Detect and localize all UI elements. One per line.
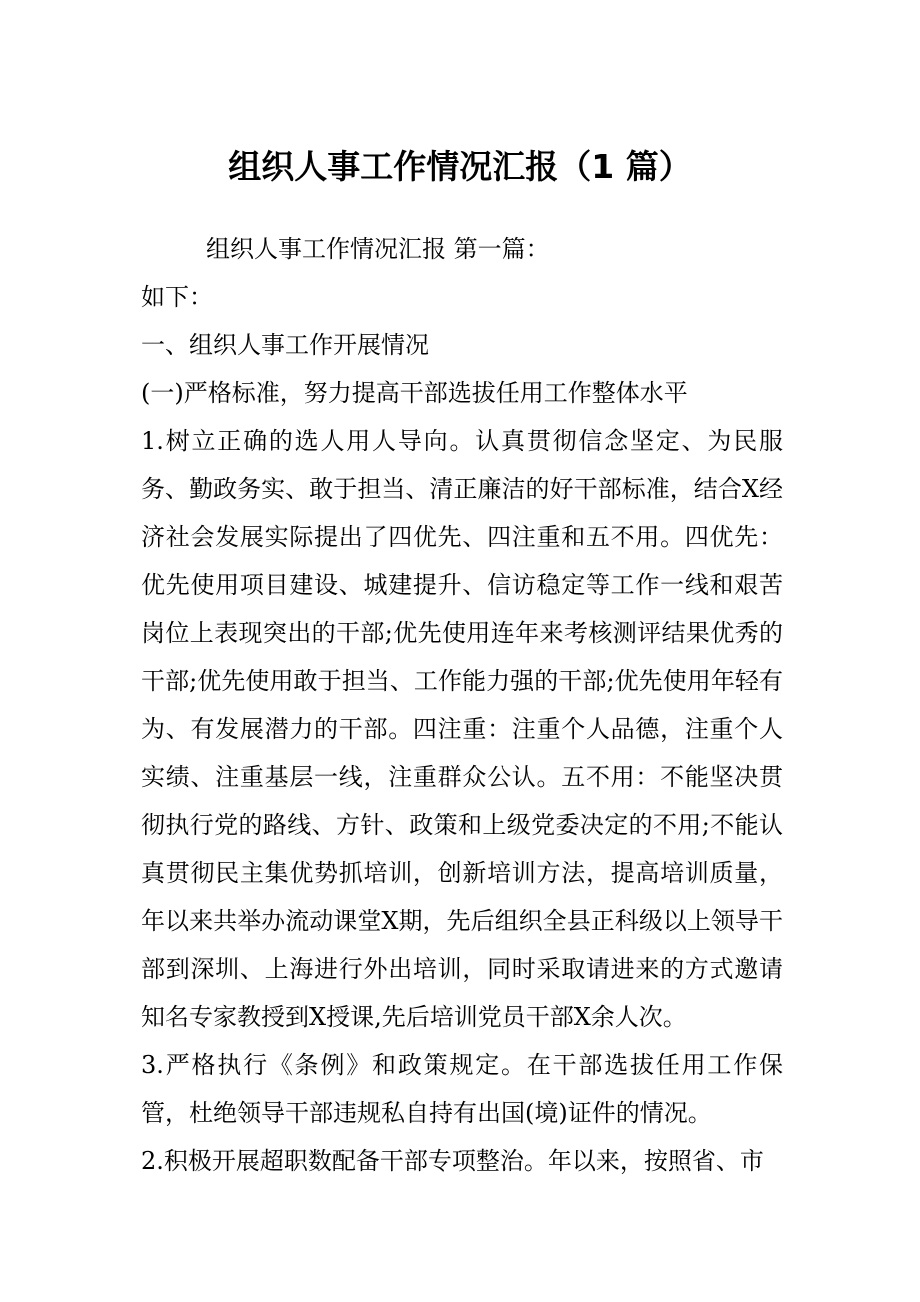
document-body (141, 225, 783, 1185)
document-title: 组织人事工作情况汇报（1 篇） (228, 147, 692, 186)
section-heading: 一、组织人事工作开展情况 (141, 331, 429, 359)
intro-paragraph: 组织人事工作情况汇报 第一篇： (206, 235, 550, 263)
paragraph: 1.树立正确的选人用人导向。认真贯彻信念坚定、为民服务、勤政务实、敢于担当、清正廉洁的好干部标准，结合X经济社会发展实际提出了四优先、四注重和五不用。四优先：优先使用项目建设、城建提升、信访稳定等工作一线和艰苦岗位上表现突出的干部;优先使用连年来考核测评结果优秀的干部;优先使用敢于担当、工作能力强的干部;优先使用年轻有为、有发展潜力的干部。四注重：注重个人品德，注重个人实绩、注重基层一线，注重群众公认。五不用：不能坚决贯彻执行党的路线、方针、政策和上级党委决定的不用;不能认真贯彻民主集优势抓培训，创新培训方法，提高培训质量，年以来共举办流动课堂X期，先后组织全县正科级以上领导干部到深圳、上海进行外出培训，同时采取请进来的方式邀请知名专家教授到X授课,先后培训党员干部X余人次。 (141, 427, 783, 1031)
paragraph: 2.积极开展超职数配备干部专项整治。年以来，按照省、市 (141, 1147, 764, 1175)
paragraph: 3.严格执行《条例》和政策规定。在干部选拔任用工作保管，杜绝领导干部违规私自持有出国(境)证件的情况。 (141, 1051, 783, 1127)
paragraph: 如下： (141, 283, 213, 311)
subsection-heading: (一)严格标准，努力提高干部选拔任用工作整体水平 (141, 379, 688, 407)
